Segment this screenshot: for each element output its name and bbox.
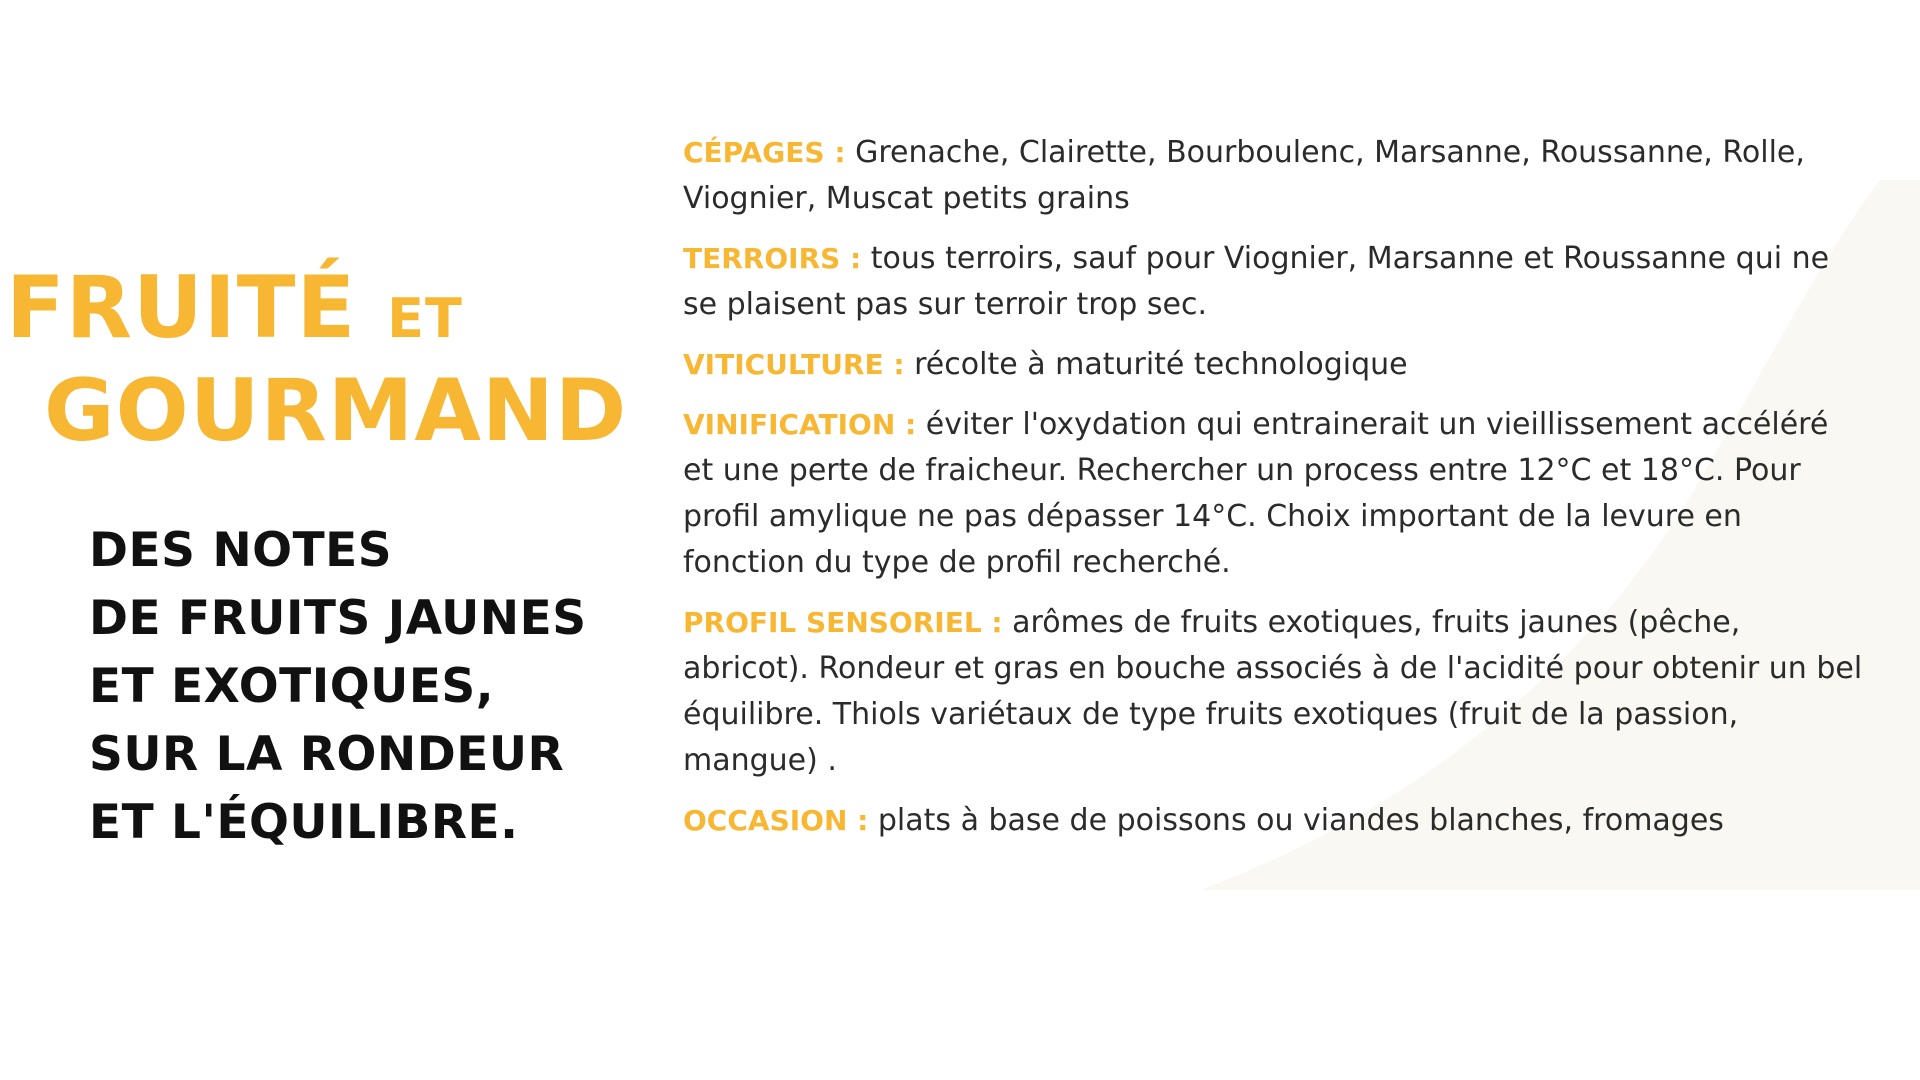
section-viticulture: [683, 342, 1863, 388]
section-text: plats à base de poissons ou viandes blanches, fromages: [877, 803, 1724, 838]
section-label: CÉPAGES :: [683, 136, 846, 169]
details-column: [683, 130, 1863, 858]
section-text: éviter l'oxydation qui entrainerait un vieillissement accéléré et une perte de fraicheur. Rechercher un process entre 12°C et 18°C. Pour profil amylique ne pas dépasser 14°C. Choix important de la levure en fonction du type de profil recherché.: [683, 407, 1829, 580]
section-cepages: [683, 130, 1863, 222]
title-line-1: [6, 258, 627, 365]
section-label: TERROIRS :: [683, 242, 862, 275]
subtitle-line: DE FRUITS JAUNES: [89, 591, 587, 646]
subtitle-tagline: [89, 517, 587, 857]
subtitle-line: ET L'ÉQUILIBRE.: [89, 795, 519, 850]
section-terroirs: [683, 236, 1863, 328]
section-label: OCCASION :: [683, 804, 869, 837]
title-et: ET: [387, 287, 463, 350]
subtitle-line: DES NOTES: [89, 523, 393, 578]
section-label: VINIFICATION :: [683, 408, 917, 441]
section-label: PROFIL SENSORIEL :: [683, 606, 1003, 639]
title-fruite: FRUITÉ: [6, 258, 357, 358]
section-text: tous terroirs, sauf pour Viognier, Marsanne et Roussanne qui ne se plaisent pas sur terroir trop sec.: [683, 241, 1830, 322]
section-profil-sensoriel: [683, 600, 1863, 784]
section-text: arômes de fruits exotiques, fruits jaunes (pêche, abricot). Rondeur et gras en bouche associés à de l'acidité pour obtenir un bel équilibre. Thiols variétaux de type fruits exotiques (fruit de la passion, mangue) .: [683, 605, 1863, 778]
left-column: [0, 0, 640, 1080]
section-occasion: [683, 798, 1863, 844]
page-title: [6, 258, 628, 461]
subtitle-line: SUR LA RONDEUR: [89, 727, 565, 782]
subtitle-line: ET EXOTIQUES,: [89, 659, 495, 714]
section-text: récolte à maturité technologique: [914, 347, 1408, 382]
section-label: VITICULTURE :: [683, 348, 905, 381]
section-text: Grenache, Clairette, Bourboulenc, Marsanne, Roussanne, Rolle, Viognier, Muscat petits grains: [683, 135, 1805, 216]
title-line-2: GOURMAND: [44, 361, 628, 461]
section-vinification: [683, 402, 1863, 586]
